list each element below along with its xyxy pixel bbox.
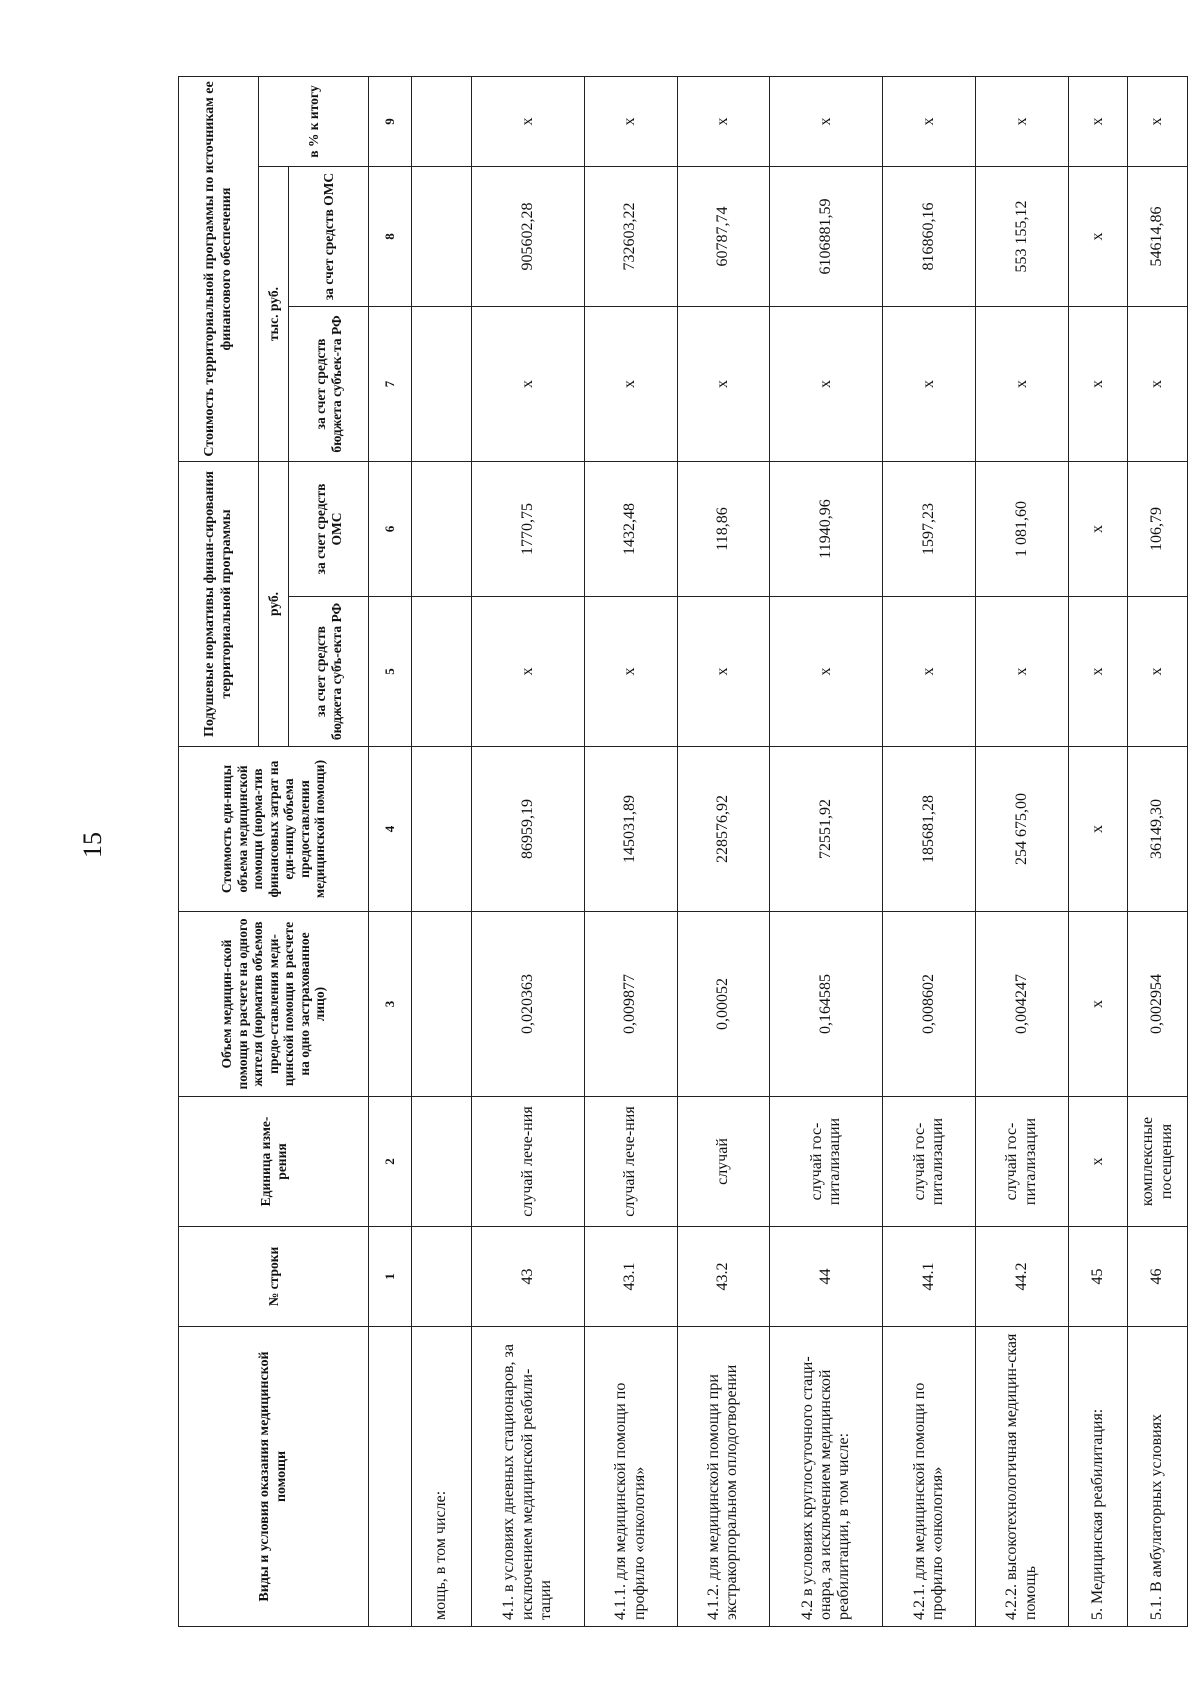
- row-label: 4.1.1. для медицинской помощи по профилю «онкология»: [584, 1327, 677, 1627]
- table-row: [770, 77, 883, 1627]
- col-number: 9: [369, 77, 412, 167]
- financing-table: [178, 76, 1188, 1627]
- continuation-text: мощь, в том числе:: [412, 1327, 472, 1627]
- row-unit-cost: 145031,89: [584, 747, 677, 912]
- header-per-capita: Подушевые нормативы финан-сирования территориальной программы: [179, 462, 259, 747]
- table-cell: [412, 912, 472, 1097]
- table-row: [677, 77, 770, 1627]
- table-row: [1068, 77, 1128, 1627]
- row-cost-budget: х: [1128, 307, 1188, 462]
- row-percent: х: [975, 77, 1068, 167]
- table-cell: [412, 747, 472, 912]
- row-volume: 0,008602: [883, 912, 976, 1097]
- header-pc-oms: за счет средств ОМС: [289, 462, 369, 597]
- row-unit-cost: 36149,30: [1128, 747, 1188, 912]
- row-cost-oms: 732603,22: [584, 167, 677, 307]
- row-pc-oms: 1 081,60: [975, 462, 1068, 597]
- table-cell: [412, 597, 472, 747]
- header-pc-budget: за счет средств бюджета субъ-екта РФ: [289, 597, 369, 747]
- row-volume: 0,009877: [584, 912, 677, 1097]
- row-number: 43.1: [584, 1227, 677, 1327]
- row-unit-cost: 228576,92: [677, 747, 770, 912]
- row-pc-oms: 118,86: [677, 462, 770, 597]
- row-volume: х: [1068, 912, 1128, 1097]
- row-cost-oms: 816860,16: [883, 167, 976, 307]
- table-row: [883, 77, 976, 1627]
- row-percent: х: [677, 77, 770, 167]
- row-pc-budget: х: [883, 597, 976, 747]
- row-cost-budget: х: [1068, 307, 1128, 462]
- header-cost-oms: за счет средств ОМС: [289, 167, 369, 307]
- row-number: 43: [471, 1227, 584, 1327]
- row-unit-cost: 185681,28: [883, 747, 976, 912]
- row-label: 5. Медицинская реабилитация:: [1068, 1327, 1128, 1627]
- header-percent: в % к итогу: [259, 77, 369, 167]
- row-number: 43.2: [677, 1227, 770, 1327]
- rotated-table-wrapper: [178, 77, 1188, 1627]
- row-cost-oms: х: [1068, 167, 1128, 307]
- row-cost-budget: х: [883, 307, 976, 462]
- row-unit: случай гос-питализации: [770, 1097, 883, 1227]
- row-number: 44.1: [883, 1227, 976, 1327]
- row-unit: случай: [677, 1097, 770, 1227]
- row-volume: 0,164585: [770, 912, 883, 1097]
- col-number: 4: [369, 747, 412, 912]
- continuation-row: [412, 77, 472, 1627]
- header-per-capita-unit: руб.: [259, 462, 289, 747]
- table-cell: [412, 167, 472, 307]
- col-number: 6: [369, 462, 412, 597]
- row-pc-budget: х: [1128, 597, 1188, 747]
- col-number: 5: [369, 597, 412, 747]
- row-label: 4.1. в условиях дневных стационаров, за исключением медицинской реабили-тации: [471, 1327, 584, 1627]
- col-number: 3: [369, 912, 412, 1097]
- table-cell: [412, 307, 472, 462]
- row-percent: х: [1128, 77, 1188, 167]
- table-cell: [412, 462, 472, 597]
- row-pc-oms: 1432,48: [584, 462, 677, 597]
- row-unit: случай гос-питализации: [883, 1097, 976, 1227]
- row-unit: х: [1068, 1097, 1128, 1227]
- row-unit-cost: 72551,92: [770, 747, 883, 912]
- row-pc-budget: х: [584, 597, 677, 747]
- header-kind: Виды и условия оказания медицинской помощи: [179, 1327, 369, 1627]
- row-label: 4.2.1. для медицинской помощи по профилю «онкология»: [883, 1327, 976, 1627]
- row-volume: 0,00052: [677, 912, 770, 1097]
- row-cost-oms: 6106881,59: [770, 167, 883, 307]
- row-percent: х: [770, 77, 883, 167]
- header-unit-cost: Стоимость еди-ницы объема медицинской помощи (норма-тив финансовых затрат на еди-ницу объема предоставления медицинской помощи): [179, 747, 369, 912]
- row-label: 4.1.2. для медицинской помощи при экстракорпоральном оплодотворении: [677, 1327, 770, 1627]
- header-cost-unit: тыс. руб.: [259, 167, 289, 462]
- row-percent: х: [1068, 77, 1128, 167]
- row-number: 44: [770, 1227, 883, 1327]
- page-number: 15: [78, 832, 107, 858]
- row-label: 5.1. В амбулаторных условиях: [1128, 1327, 1188, 1627]
- row-cost-budget: х: [770, 307, 883, 462]
- row-percent: х: [471, 77, 584, 167]
- table-cell: [412, 1097, 472, 1227]
- row-pc-budget: х: [471, 597, 584, 747]
- row-unit: случай гос-питализации: [975, 1097, 1068, 1227]
- col-number: [369, 1327, 412, 1627]
- row-pc-budget: х: [770, 597, 883, 747]
- row-unit-cost: х: [1068, 747, 1128, 912]
- row-pc-oms: 1770,75: [471, 462, 584, 597]
- header-cost: Стоимость территориальной программы по источникам ее финансового обеспечения: [179, 77, 259, 462]
- header-unit: Единица изме-рения: [179, 1097, 369, 1227]
- table-row: [471, 77, 584, 1627]
- row-number: 45: [1068, 1227, 1128, 1327]
- header-cost-budget: за счет средств бюджета субъек-та РФ: [289, 307, 369, 462]
- row-pc-oms: 11940,96: [770, 462, 883, 597]
- row-volume: 0,004247: [975, 912, 1068, 1097]
- table-row: [975, 77, 1068, 1627]
- col-number: 8: [369, 167, 412, 307]
- header-row-no: № строки: [179, 1227, 369, 1327]
- row-number: 46: [1128, 1227, 1188, 1327]
- row-unit: комплексные посещения: [1128, 1097, 1188, 1227]
- table-row: [1128, 77, 1188, 1627]
- row-cost-budget: х: [677, 307, 770, 462]
- row-unit: случай лече-ния: [584, 1097, 677, 1227]
- table-cell: [412, 77, 472, 167]
- row-volume: 0,002954: [1128, 912, 1188, 1097]
- row-unit-cost: 86959,19: [471, 747, 584, 912]
- table-row: [584, 77, 677, 1627]
- row-label: 4.2 в условиях круглосуточного стаци-онара, за исключением медицинской реабилитации, в том числе:: [770, 1327, 883, 1627]
- column-numbers-row: [369, 77, 412, 1627]
- row-cost-oms: 905602,28: [471, 167, 584, 307]
- col-number: 2: [369, 1097, 412, 1227]
- row-label: 4.2.2. высокотехнологичная медицин-ская помощь: [975, 1327, 1068, 1627]
- row-pc-oms: 106,79: [1128, 462, 1188, 597]
- row-pc-budget: х: [975, 597, 1068, 747]
- row-cost-oms: 60787,74: [677, 167, 770, 307]
- col-number: 7: [369, 307, 412, 462]
- row-pc-oms: 1597,23: [883, 462, 976, 597]
- row-number: 44.2: [975, 1227, 1068, 1327]
- row-cost-budget: х: [975, 307, 1068, 462]
- header-volume: Объем медицин-ской помощи в расчете на одного жителя (норматив объемов предо-ставления меди-цинской помощи в расчете на одно застрахованное лицо): [179, 912, 369, 1097]
- row-volume: 0,020363: [471, 912, 584, 1097]
- row-cost-budget: х: [471, 307, 584, 462]
- row-pc-budget: х: [677, 597, 770, 747]
- row-percent: х: [584, 77, 677, 167]
- row-cost-budget: х: [584, 307, 677, 462]
- row-unit-cost: 254 675,00: [975, 747, 1068, 912]
- row-pc-oms: х: [1068, 462, 1128, 597]
- table-cell: [412, 1227, 472, 1327]
- col-number: 1: [369, 1227, 412, 1327]
- row-pc-budget: х: [1068, 597, 1128, 747]
- row-percent: х: [883, 77, 976, 167]
- row-cost-oms: 553 155,12: [975, 167, 1068, 307]
- row-unit: случай лече-ния: [471, 1097, 584, 1227]
- row-cost-oms: 54614,86: [1128, 167, 1188, 307]
